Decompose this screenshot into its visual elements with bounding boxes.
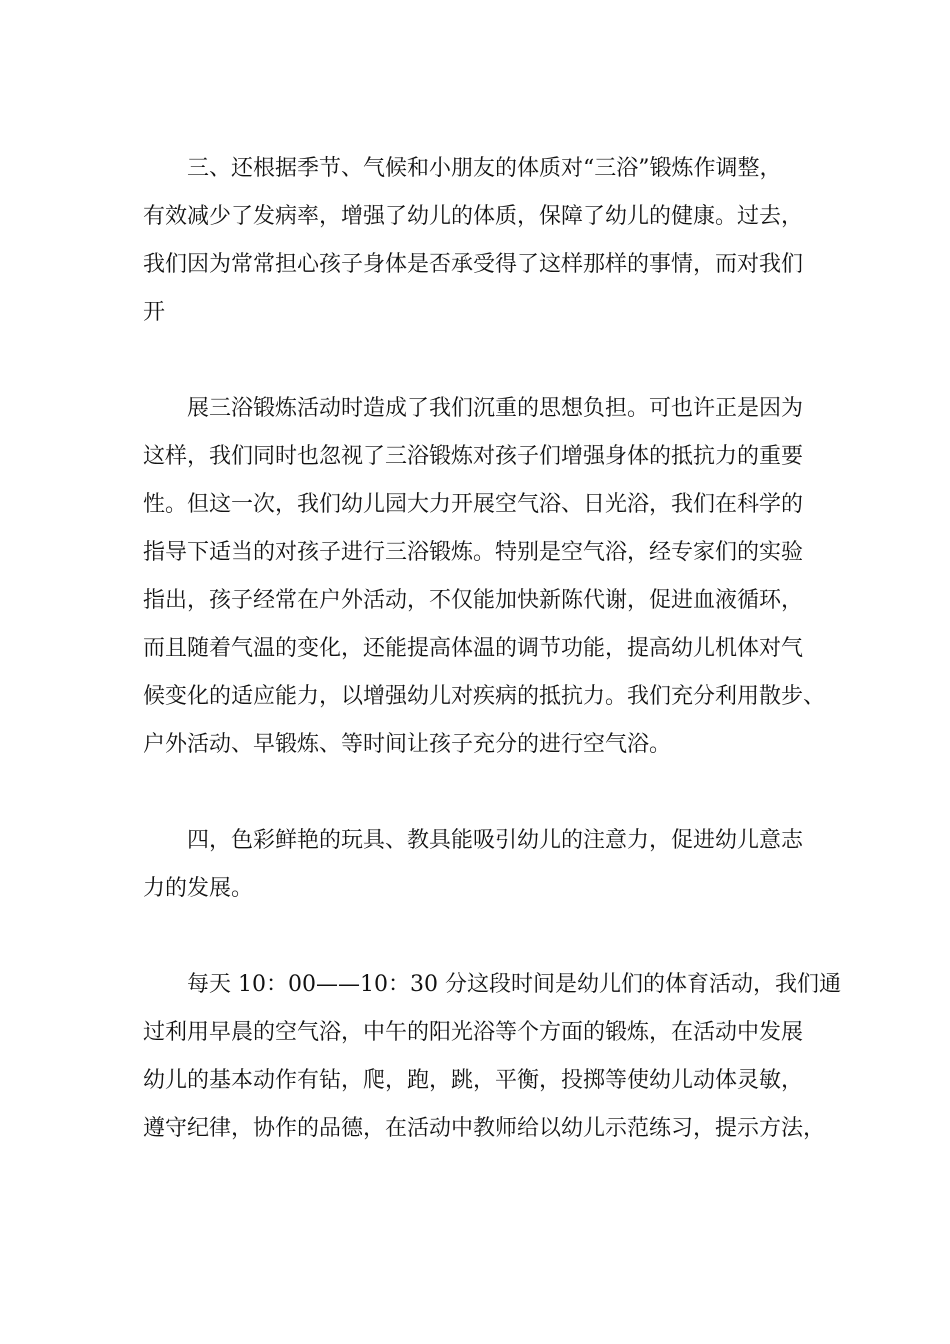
paragraph-line: 候变化的适应能力，以增强幼儿对疾病的抵抗力。我们充分利用散步、: [143, 684, 826, 709]
paragraph-line: 四，色彩鲜艳的玩具、教具能吸引幼儿的注意力，促进幼儿意志: [187, 828, 804, 853]
paragraph-line: 我们因为常常担心孩子身体是否承受得了这样那样的事情，而对我们: [143, 252, 804, 277]
paragraph-line: 而且随着气温的变化，还能提高体温的调节功能，提高幼儿机体对气: [143, 636, 804, 661]
document-body: [143, 145, 841, 1153]
paragraph-4: [143, 961, 841, 1153]
paragraph-line: 这样，我们同时也忽视了三浴锻炼对孩子们增强身体的抵抗力的重要: [143, 444, 804, 469]
paragraph-line: 过利用早晨的空气浴，中午的阳光浴等个方面的锻炼，在活动中发展: [143, 1020, 804, 1045]
paragraph-line: 性。但这一次，我们幼儿园大力开展空气浴、日光浴，我们在科学的: [143, 492, 804, 517]
paragraph-line: 指出，孩子经常在户外活动，不仅能加快新陈代谢，促进血液循环，: [143, 588, 804, 613]
paragraph-line: 开: [143, 300, 166, 325]
paragraph-line: 力的发展。: [143, 876, 254, 901]
paragraph-line: 每天 10：00——10：30 分这段时间是幼儿们的体育活动，我们通: [187, 972, 841, 997]
paragraph-line: 户外活动、早锻炼、等时间让孩子充分的进行空气浴。: [143, 732, 672, 757]
paragraph-2: [143, 385, 826, 769]
paragraph-line: 三、还根据季节、气候和小朋友的体质对“三浴”锻炼作调整，: [187, 156, 782, 181]
paragraph-line: 幼儿的基本动作有钻，爬，跑，跳，平衡，投掷等使幼儿动体灵敏，: [143, 1068, 804, 1093]
paragraph-3: [143, 817, 808, 913]
paragraph-line: 有效减少了发病率，增强了幼儿的体质，保障了幼儿的健康。过去，: [143, 204, 804, 229]
paragraph-line: 展三浴锻炼活动时造成了我们沉重的思想负担。可也许正是因为: [187, 396, 804, 421]
paragraph-1: [143, 145, 808, 337]
paragraph-line: 遵守纪律，协作的品德，在活动中教师给以幼儿示范练习，提示方法，: [143, 1116, 826, 1141]
paragraph-line: 指导下适当的对孩子进行三浴锻炼。特别是空气浴，经专家们的实验: [143, 540, 804, 565]
